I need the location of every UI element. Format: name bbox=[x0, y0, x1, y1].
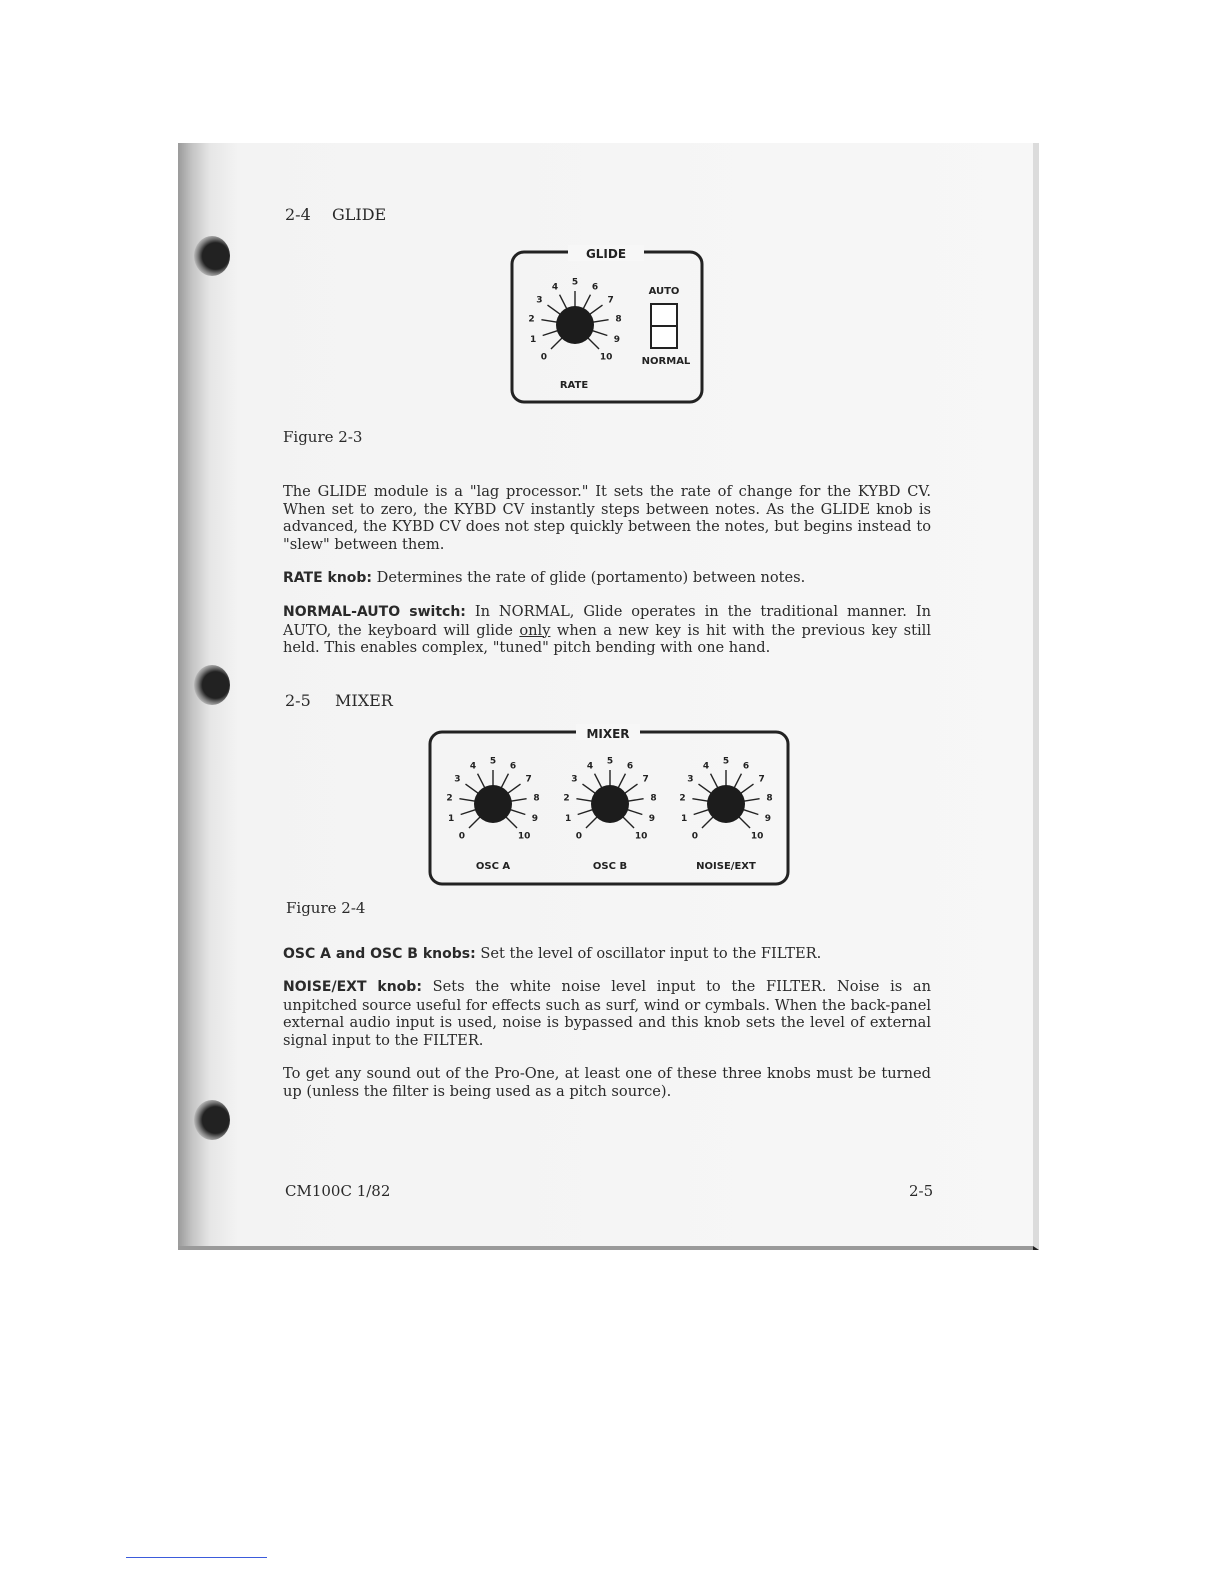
rate-knob-term: RATE knob: bbox=[283, 570, 373, 586]
normal-auto-description bbox=[283, 603, 931, 657]
noise-ext-tick bbox=[743, 810, 758, 815]
osc-a-scale-label: 5 bbox=[489, 756, 497, 767]
footer-page-number: 2-5 bbox=[909, 1182, 934, 1200]
osc-b-knob-cap bbox=[591, 785, 629, 823]
glide-scale-label: 6 bbox=[591, 282, 599, 293]
osc-b-scale-label: 8 bbox=[650, 793, 657, 804]
noise-ext-scale-label: 0 bbox=[691, 831, 699, 842]
glide-tick bbox=[543, 331, 558, 336]
noise-ext-scale-label: 9 bbox=[764, 814, 771, 825]
noise-ext-knob-cap bbox=[707, 785, 745, 823]
glide-tick bbox=[551, 338, 562, 349]
rate-knob-text: Determines the rate of glide (portamento) between notes. bbox=[376, 569, 806, 586]
glide-tick bbox=[547, 305, 560, 314]
osc-b-knob bbox=[563, 757, 656, 842]
osc-b-tick bbox=[623, 817, 634, 828]
osc-a-scale-label: 7 bbox=[525, 774, 532, 785]
osc-b-tick bbox=[578, 810, 593, 815]
glide-tick bbox=[592, 331, 607, 336]
section-title-mixer: MIXER bbox=[335, 691, 393, 710]
normal-auto-text-a: In NORMAL, Glide operates in the traditional manner. In AUTO, the keyboard will glide bbox=[283, 603, 932, 639]
osc-a-scale-label: 3 bbox=[454, 774, 461, 785]
noise-ext-scale-label: 5 bbox=[722, 756, 730, 767]
glide-scale-label: 1 bbox=[530, 335, 537, 346]
binder-hole-top-icon bbox=[194, 236, 230, 276]
noise-ext-tick bbox=[711, 774, 718, 788]
osc-b-scale-label: 1 bbox=[565, 814, 572, 825]
osc-a-scale-label: 0 bbox=[458, 831, 466, 842]
glide-switch-normal-label: NORMAL bbox=[641, 356, 691, 367]
noise-ext-tick bbox=[734, 774, 741, 788]
figure-caption-mixer: Figure 2-4 bbox=[286, 899, 366, 917]
noise-ext-description bbox=[283, 978, 931, 1049]
osc-a-tick bbox=[510, 810, 525, 815]
osc-b-scale-label: 3 bbox=[571, 774, 578, 785]
glide-scale-label: 0 bbox=[540, 352, 548, 363]
osc-knobs-term: OSC A and OSC B knobs: bbox=[283, 946, 476, 962]
osc-b-scale-label: 9 bbox=[648, 814, 655, 825]
osc-a-scale-label: 2 bbox=[446, 793, 453, 804]
glide-switch-auto-label: AUTO bbox=[648, 286, 680, 297]
page-shadow bbox=[178, 1246, 1033, 1250]
osc-a-scale-label: 8 bbox=[533, 793, 540, 804]
osc-knobs-description bbox=[283, 945, 931, 964]
osc-a-tick bbox=[459, 799, 475, 802]
glide-scale-label: 7 bbox=[607, 295, 614, 306]
osc-knobs-text: Set the level of oscillator input to the FILTER. bbox=[480, 945, 822, 962]
glide-tick bbox=[593, 320, 609, 323]
noise-ext-tick bbox=[698, 784, 711, 793]
noise-ext-scale-label: 4 bbox=[702, 761, 710, 772]
noise-ext-scale-label: 3 bbox=[687, 774, 694, 785]
glide-description: The GLIDE module is a "lag processor." It sets the rate of change for the KYBD CV. When set to zero, the KYBD CV instantly steps between notes. As the GLIDE knob is advanced, the KYBD CV does not step quickly between the notes, but begins instead to "slew" between them. bbox=[283, 483, 931, 553]
glide-scale-label: 3 bbox=[536, 295, 543, 306]
osc-b-tick bbox=[627, 810, 642, 815]
glide-scale-label: 9 bbox=[613, 335, 620, 346]
glide-scale-label: 4 bbox=[551, 282, 559, 293]
osc-b-tick bbox=[582, 784, 595, 793]
noise-ext-scale-label: 7 bbox=[758, 774, 765, 785]
osc-b-scale-label: 0 bbox=[575, 831, 583, 842]
section-title-glide: GLIDE bbox=[332, 205, 387, 224]
osc-a-tick bbox=[506, 817, 517, 828]
glide-scale-label: 5 bbox=[571, 277, 579, 288]
osc-a-knob-cap bbox=[474, 785, 512, 823]
osc-a-tick bbox=[461, 810, 476, 815]
noise-ext-tick bbox=[739, 817, 750, 828]
osc-b-scale-label: 2 bbox=[563, 793, 570, 804]
glide-panel-title: GLIDE bbox=[585, 247, 627, 261]
noise-ext-scale-label: 6 bbox=[742, 761, 750, 772]
glide-tick bbox=[583, 295, 590, 309]
osc-a-tick bbox=[478, 774, 485, 788]
osc-b-tick bbox=[586, 817, 597, 828]
osc-b-tick bbox=[576, 799, 592, 802]
noise-ext-scale-label: 1 bbox=[681, 814, 688, 825]
osc-b-tick bbox=[625, 784, 638, 793]
rate-knob-description bbox=[283, 569, 931, 588]
section-number-mixer: 2-5 bbox=[285, 691, 311, 710]
binder-hole-middle-icon bbox=[194, 665, 230, 705]
osc-a-scale-label: 10 bbox=[517, 831, 531, 842]
normal-auto-emphasis: only bbox=[519, 621, 551, 639]
section-number-glide: 2-4 bbox=[285, 205, 311, 224]
closing-note: To get any sound out of the Pro-One, at least one of these three knobs must be turned up (unless the filter is being used as a pitch source). bbox=[283, 1065, 931, 1100]
osc-a-scale-label: 1 bbox=[448, 814, 455, 825]
glide-scale-label: 2 bbox=[528, 314, 535, 325]
noise-ext-knob-label: NOISE/EXT bbox=[696, 861, 756, 872]
noise-ext-tick bbox=[702, 817, 713, 828]
osc-a-scale-label: 4 bbox=[469, 761, 477, 772]
osc-b-tick bbox=[628, 799, 644, 802]
noise-ext-tick bbox=[692, 799, 708, 802]
glide-tick bbox=[588, 338, 599, 349]
osc-a-tick bbox=[501, 774, 508, 788]
osc-b-scale-label: 5 bbox=[606, 756, 614, 767]
noise-ext-tick bbox=[741, 784, 754, 793]
glide-tick bbox=[560, 295, 567, 309]
glide-tick bbox=[541, 320, 557, 323]
osc-a-tick bbox=[511, 799, 527, 802]
figure-caption-glide: Figure 2-3 bbox=[283, 428, 363, 446]
glide-scale-label: 10 bbox=[599, 352, 613, 363]
osc-a-knob-label: OSC A bbox=[475, 861, 511, 872]
noise-ext-term: NOISE/EXT knob: bbox=[283, 979, 422, 995]
noise-ext-scale-label: 2 bbox=[679, 793, 686, 804]
osc-b-scale-label: 7 bbox=[642, 774, 649, 785]
osc-b-knob-label: OSC B bbox=[592, 861, 628, 872]
noise-ext-tick bbox=[744, 799, 760, 802]
footer-document-code: CM100C 1/82 bbox=[285, 1182, 391, 1200]
osc-b-tick bbox=[618, 774, 625, 788]
osc-b-scale-label: 6 bbox=[626, 761, 634, 772]
normal-auto-text-b: when a new key is hit with the previous key still held. This enables complex, "tuned" pitch bending with one hand. bbox=[283, 621, 931, 656]
mixer-panel-diagram bbox=[426, 722, 792, 890]
glide-tick bbox=[590, 305, 603, 314]
osc-a-scale-label: 9 bbox=[531, 814, 538, 825]
footnote-rule bbox=[126, 1557, 267, 1558]
glide-knob-cap bbox=[556, 306, 594, 344]
noise-ext-scale-label: 10 bbox=[750, 831, 764, 842]
noise-ext-text: Sets the white noise level input to the FILTER. Noise is an unpitched source useful for effects such as surf, wind or cymbals. When the back-panel external audio input is used, noise is bypassed and this knob sets the level of external signal input to the FILTER. bbox=[283, 978, 931, 1049]
mixer-panel-title: MIXER bbox=[586, 727, 630, 741]
noise-ext-knob bbox=[679, 757, 772, 842]
noise-ext-scale-label: 8 bbox=[766, 793, 773, 804]
normal-auto-term: NORMAL-AUTO switch: bbox=[283, 604, 466, 620]
osc-a-knob bbox=[446, 757, 539, 842]
glide-knob-label: RATE bbox=[559, 380, 589, 391]
osc-b-tick bbox=[595, 774, 602, 788]
glide-rate-knob bbox=[528, 278, 621, 363]
osc-a-scale-label: 6 bbox=[509, 761, 517, 772]
noise-ext-tick bbox=[694, 810, 709, 815]
osc-a-tick bbox=[508, 784, 521, 793]
glide-scale-label: 8 bbox=[615, 314, 622, 325]
osc-a-tick bbox=[465, 784, 478, 793]
osc-b-scale-label: 10 bbox=[634, 831, 648, 842]
osc-a-tick bbox=[469, 817, 480, 828]
binder-hole-bottom-icon bbox=[194, 1100, 230, 1140]
osc-b-scale-label: 4 bbox=[586, 761, 594, 772]
glide-panel-diagram bbox=[508, 244, 706, 406]
